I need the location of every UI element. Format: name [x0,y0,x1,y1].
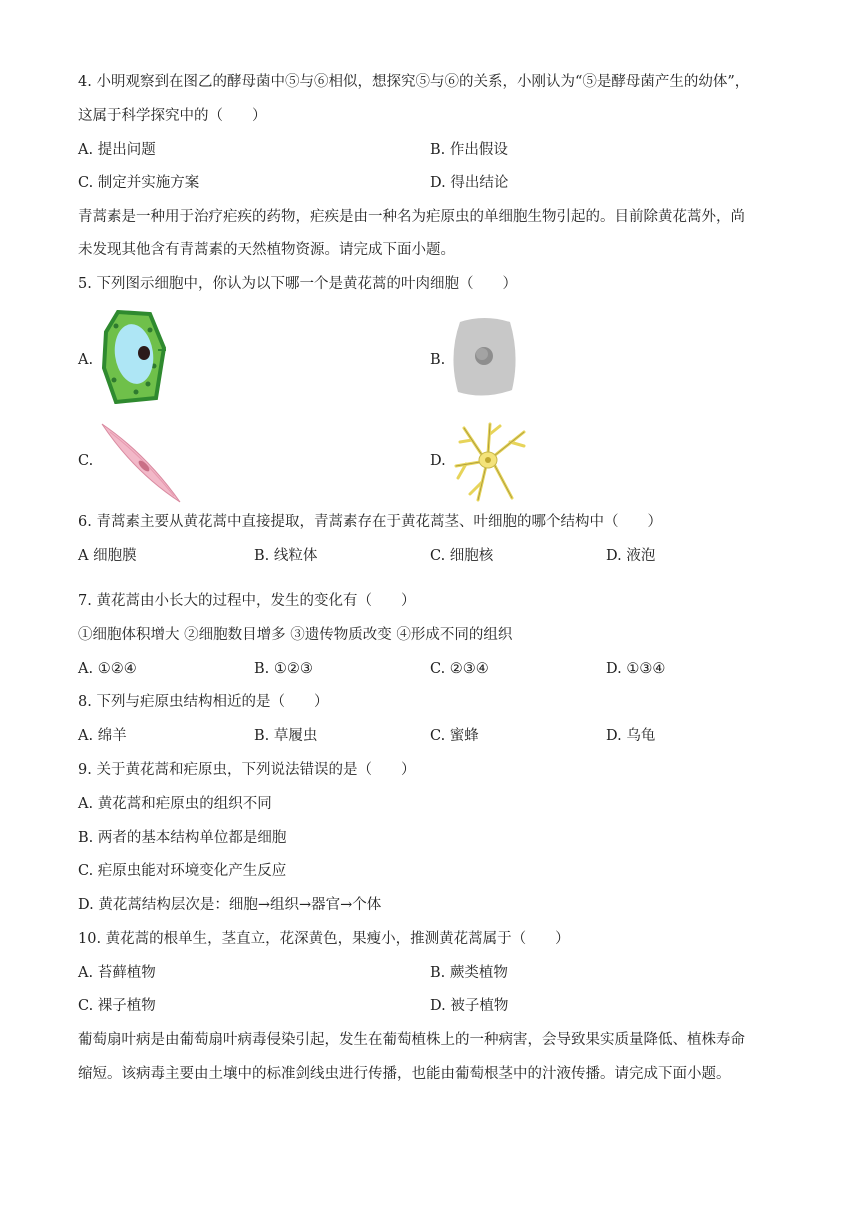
q8-option-d[interactable]: D. 乌龟 [606,728,656,744]
q8-option-a[interactable]: A. 绵羊 [78,728,127,744]
q6-option-a[interactable]: A 细胞膜 [78,548,137,564]
q9-option-d[interactable]: D. 黄花蒿结构层次是：细胞→组织→器官→个体 [78,897,382,913]
q9-option-b[interactable]: B. 两者的基本结构单位都是细胞 [78,830,287,846]
passage2-line2: 缩短。该病毒主要由土壤中的标准剑线虫进行传播，也能由葡萄根茎中的汁液传播。请完成下面小题。 [78,1066,731,1082]
plant-cell-image[interactable] [100,310,166,404]
q10-option-a[interactable]: A. 苔藓植物 [78,965,156,981]
q7-stem: 7. 黄花蒿由小长大的过程中，发生的变化有（ ） [78,593,416,609]
q9-stem: 9. 关于黄花蒿和疟原虫，下列说法错误的是（ ） [78,762,416,778]
q10-option-d[interactable]: D. 被子植物 [430,998,509,1014]
q7-option-c[interactable]: C. ②③④ [430,661,489,677]
q5-stem: 5. 下列图示细胞中，你认为以下哪一个是黄花蒿的叶肉细胞（ ） [78,276,517,292]
q4-option-b[interactable]: B. 作出假设 [430,142,508,158]
q5-option-b[interactable]: B. [430,352,446,368]
q5-option-c[interactable]: C. [78,453,94,469]
q4-option-c[interactable]: C. 制定并实施方案 [78,175,200,191]
q7-option-d[interactable]: D. ①③④ [606,661,666,677]
q9-option-a[interactable]: A. 黄花蒿和疟原虫的组织不同 [78,796,272,812]
neuron-image[interactable] [450,420,530,502]
q9-option-c[interactable]: C. 疟原虫能对环境变化产生反应 [78,863,287,879]
q4-stem-line2: 这属于科学探究中的（ ） [78,108,267,124]
q5-option-a[interactable]: A. [78,352,94,368]
q4-option-d[interactable]: D. 得出结论 [430,175,509,191]
q5-option-d[interactable]: D. [430,453,446,469]
q6-stem: 6. 青蒿素主要从黄花蒿中直接提取，青蒿素存在于黄花蒿茎、叶细胞的哪个结构中（ ） [78,514,662,530]
q10-option-c[interactable]: C. 裸子植物 [78,998,156,1014]
q10-stem: 10. 黄花蒿的根单生，茎直立，花深黄色，果瘦小，推测黄花蒿属于（ ） [78,931,570,947]
q4-stem-line1: 4. 小明观察到在图乙的酵母菌中⑤与⑥相似，想探究⑤与⑥的关系，小刚认为“⑤是酵母菌产生的幼体”， [78,74,750,90]
q4-option-a[interactable]: A. 提出问题 [78,142,156,158]
passage1-line1: 青蒿素是一种用于治疗疟疾的药物，疟疾是由一种名为疟原虫的单细胞生物引起的。目前除黄花蒿外，尚 [78,209,745,225]
q6-option-c[interactable]: C. 细胞核 [430,548,494,564]
q8-option-c[interactable]: C. 蜜蜂 [430,728,479,744]
q8-stem: 8. 下列与疟原虫结构相近的是（ ） [78,694,329,710]
q7-option-a[interactable]: A. ①②④ [78,661,137,677]
muscle-cell-image[interactable] [100,422,184,504]
animal-cell-image[interactable] [450,316,518,398]
q6-option-b[interactable]: B. 线粒体 [254,548,318,564]
q6-option-d[interactable]: D. 液泡 [606,548,656,564]
q10-option-b[interactable]: B. 蕨类植物 [430,965,508,981]
q7-items: ①细胞体积增大 ②细胞数目增多 ③遗传物质改变 ④形成不同的组织 [78,627,513,643]
q8-option-b[interactable]: B. 草履虫 [254,728,318,744]
passage2-line1: 葡萄扇叶病是由葡萄扇叶病毒侵染引起，发生在葡萄植株上的一种病害，会导致果实质量降低、植株寿命 [78,1032,745,1048]
passage1-line2: 未发现其他含有青蒿素的天然植物资源。请完成下面小题。 [78,242,455,258]
q7-option-b[interactable]: B. ①②③ [254,661,313,677]
